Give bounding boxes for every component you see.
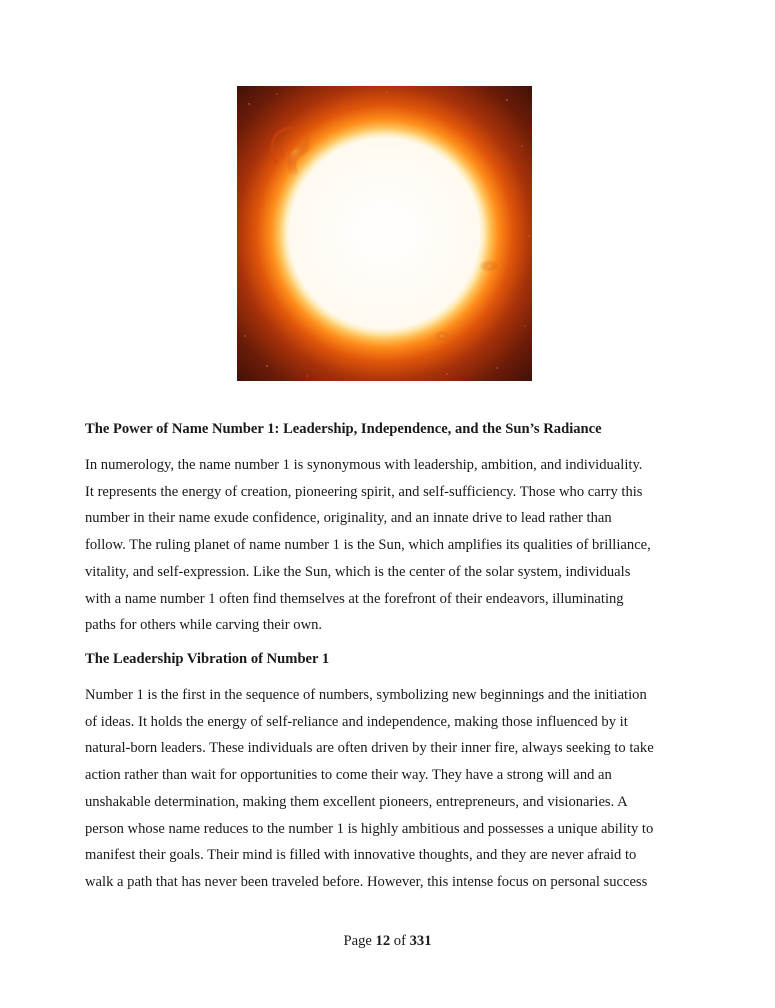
paragraph-leadership — [85, 682, 705, 896]
text-line: person whose name reduces to the number 1 is highly ambitious and possesses a unique ability to — [85, 820, 654, 837]
text-line: paths for others while carving their own. — [85, 617, 323, 634]
text-line: manifest their goals. Their mind is filled with innovative thoughts, and they are never afraid to — [85, 847, 637, 864]
text-line: Number 1 is the first in the sequence of numbers, symbolizing new beginnings and the initiation — [85, 687, 647, 703]
section-heading-power: The Power of Name Number 1: Leadership, Independence, and the Sun’s Radiance — [85, 421, 602, 437]
page-total-number: 331 — [409, 933, 432, 949]
text-line: walk a path that has never been traveled before. However, this intense focus on personal success — [85, 873, 648, 890]
page-footer — [0, 931, 775, 951]
text-line: of ideas. It holds the energy of self-reliance and independence, making those influenced by it — [85, 713, 628, 730]
text-line: vitality, and self-expression. Like the Sun, which is the center of the solar system, individuals — [85, 563, 631, 580]
sun-photo-icon — [237, 86, 532, 381]
page-current-number: 12 — [375, 933, 391, 949]
text-line: unshakable determination, making them excellent pioneers, entrepreneurs, and visionaries. A — [85, 793, 628, 810]
of-label: of — [393, 933, 406, 949]
page-label: Page — [343, 933, 372, 949]
text-line: natural-born leaders. These individuals are often driven by their inner fire, always seeking to take — [85, 740, 654, 757]
text-line: with a name number 1 often find themselves at the forefront of their endeavors, illuminating — [85, 590, 624, 607]
text-line: number in their name exude confidence, originality, and an innate drive to lead rather than — [85, 510, 612, 527]
text-line: In numerology, the name number 1 is synonymous with leadership, ambition, and individuality. — [85, 457, 643, 473]
text-line: It represents the energy of creation, pioneering spirit, and self-sufficiency. Those who carry this — [85, 483, 643, 500]
paragraph-intro — [85, 452, 705, 639]
sun-illustration — [237, 86, 532, 381]
section-heading-leadership: The Leadership Vibration of Number 1 — [85, 651, 330, 667]
text-line: action rather than wait for opportunities to come their way. They have a strong will and an — [85, 767, 612, 784]
text-line: follow. The ruling planet of name number 1 is the Sun, which amplifies its qualities of brilliance, — [85, 537, 651, 554]
